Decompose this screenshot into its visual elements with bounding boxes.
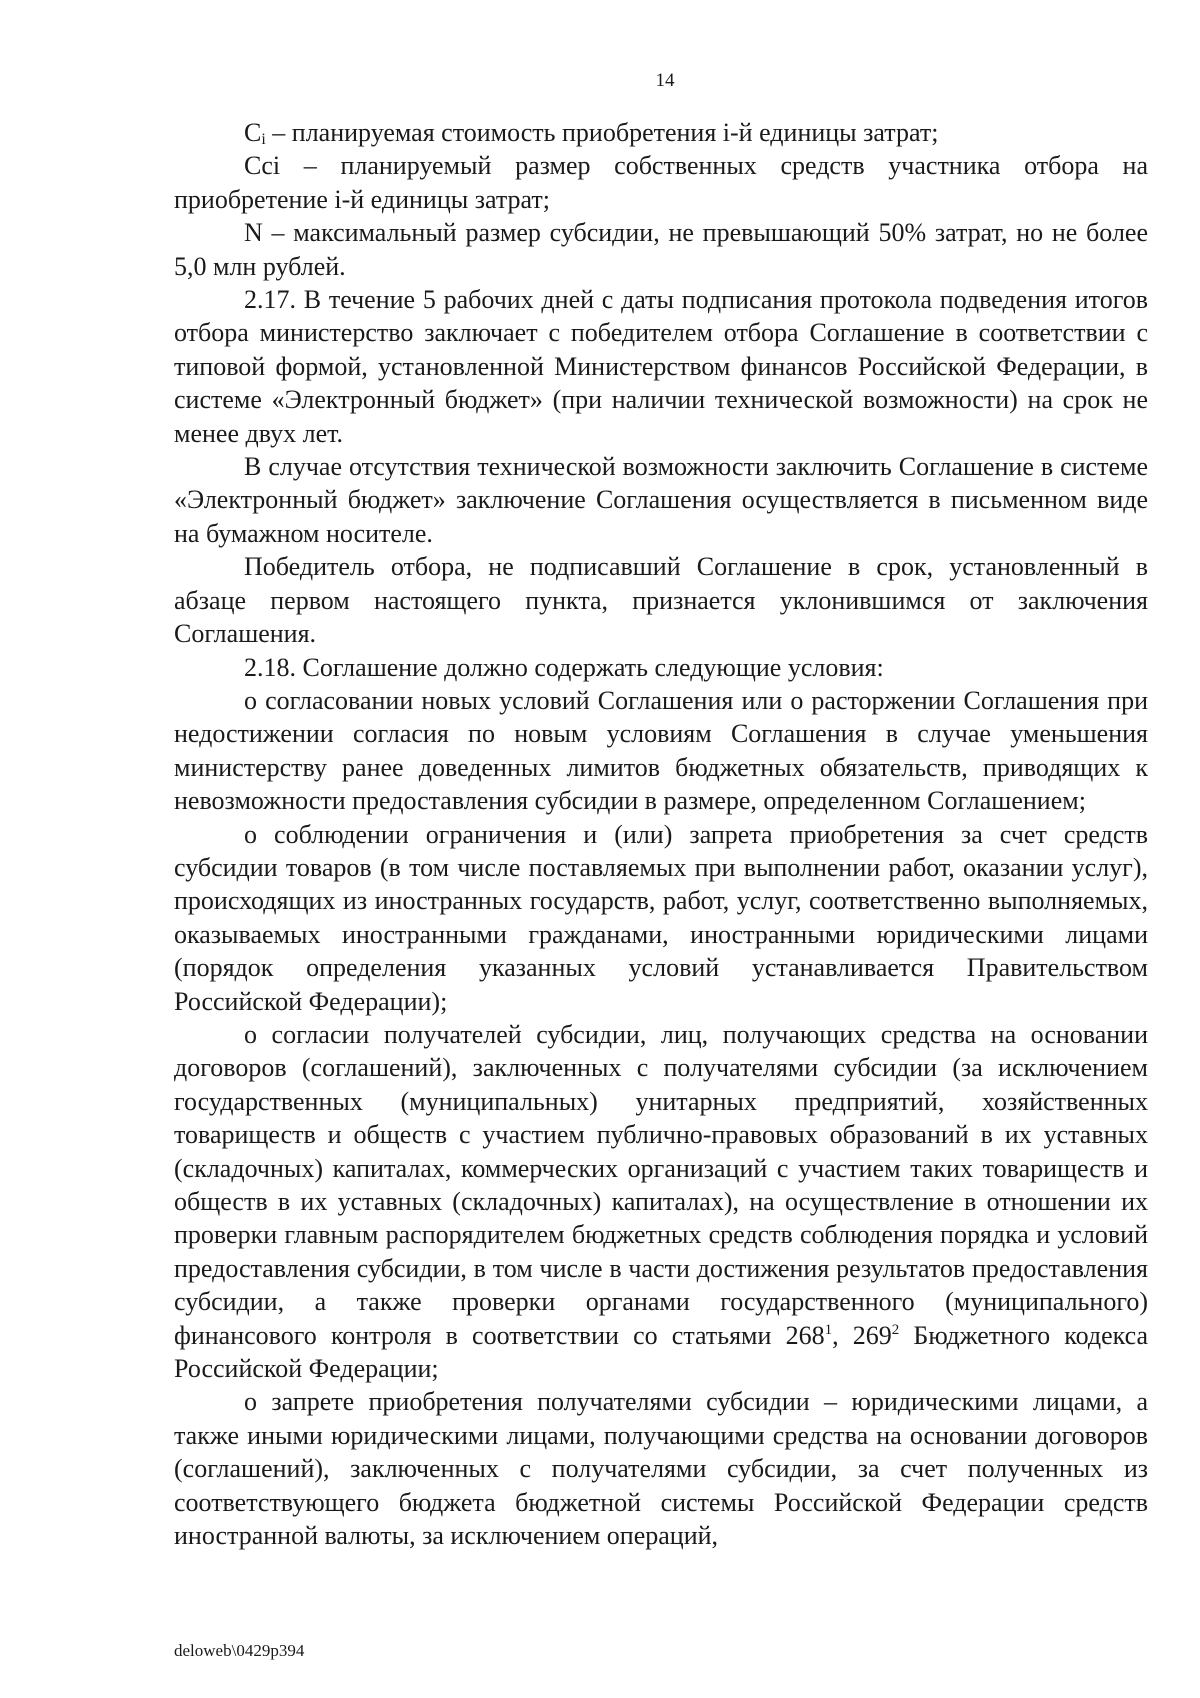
consent-text: о согласии получателей субсидии, лиц, получающих средства на основании договоров (соглашений), заключенных с получателями субсидии (за исключением государственных (муниципальных) унитарных предприятий, хозяйственных товариществ и обществ с участием публично-правовых образований в их уставных (складочных) капиталах, коммерческих организаций с участием таких товариществ и обществ в их уставных (складочных) капиталах), на осуществление в отношении их проверки главным распорядителем бюджетных средств соблюдения порядка и условий предоставления субсидии, в том числе в части достижения результатов предоставления субсидии, а также проверки органами государственного (муниципального) финансового контроля в соответствии со статьями — [174, 1019, 1148, 1350]
page-number: 14 — [655, 70, 675, 91]
paragraph-cci-definition: Cci – планируемый размер собственных средств участника отбора на приобретение i-й единицы затрат; — [174, 151, 1148, 214]
paragraph-2-17: 2.17. В течение 5 рабочих дней с даты подписания протокола подведения итогов отбора министерство заключает с победителем отбора Соглашение в соответствии с типовой формой, установленной Министерством финансов Российской Федерации, в системе «Электронный бюджет» (при наличии технической возможности) на срок не менее двух лет. — [174, 285, 1148, 448]
paragraph-condition-restriction: о соблюдении ограничения и (или) запрета приобретения за счет средств субсидии товаров (в том числе поставляемых при выполнении работ, оказании услуг), происходящих из иностранных государств, работ, услуг, соответственно выполняемых, оказываемых иностранными гражданами, иностранными юридическими лицами (порядок определения указанных условий устанавливается Правительством Российской Федерации); — [174, 819, 1148, 1016]
article-269: 269 — [852, 1320, 892, 1350]
paragraph-2-18: 2.18. Соглашение должно содержать следующие условия: — [244, 652, 884, 682]
document-body — [174, 116, 1148, 1552]
ci-definition-text: – планируемая стоимость приобретения i-й единицы затрат; — [265, 118, 939, 147]
paragraph-n-definition: N – максимальный размер субсидии, не превышающий 50% затрат, но не более 5,0 млн рублей. — [174, 218, 1148, 281]
paragraph-condition-consent — [174, 1018, 1148, 1385]
superscript-1: 1 — [824, 1321, 833, 1338]
subscript-i: i — [261, 131, 266, 148]
paragraph-ci-definition — [174, 116, 1148, 149]
paragraph-no-technical-possibility: В случае отсутствия технической возможности заключить Соглашение в системе «Электронный бюджет» заключение Соглашения осуществляется в письменном виде на бумажном носителе. — [174, 452, 1148, 548]
article-separator: , — [832, 1320, 853, 1350]
consent-tail: Бюджетного кодекса Российской Федерации; — [174, 1320, 1149, 1384]
footer-doc-id: deloweb\0429p394 — [174, 1641, 305, 1660]
paragraph-condition-foreign-currency: о запрете приобретения получателями субсидии – юридическими лицами, а также иными юридическими лицами, получающими средства на основании договоров (соглашений), заключенных с получателями субсидии, за счет полученных из соответствующего бюджета бюджетной системы Российской Федерации средств иностранной валюты, за исключением операций, — [174, 1387, 1148, 1551]
article-268: 268 — [785, 1320, 825, 1350]
paragraph-condition-new-terms: о согласовании новых условий Соглашения или о расторжении Соглашения при недостижении согласия по новым условиям Соглашения в случае уменьшения министерству ранее доведенных лимитов бюджетных обязательств, приводящих к невозможности предоставления субсидии в размере, определенном Соглашением; — [174, 685, 1148, 816]
symbol-c: C — [244, 118, 262, 147]
paragraph-winner-evaded: Победитель отбора, не подписавший Соглашение в срок, установленный в абзаце первом настоящего пункта, признается уклонившимся от заключения Соглашения. — [174, 552, 1148, 649]
superscript-2: 2 — [891, 1321, 900, 1338]
